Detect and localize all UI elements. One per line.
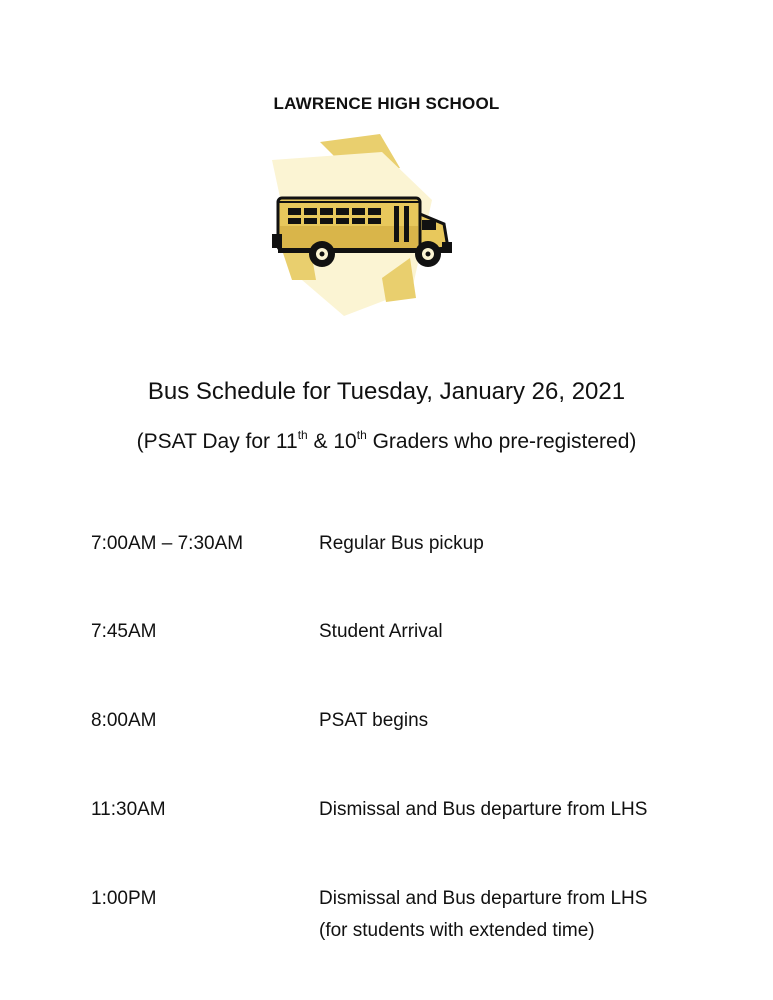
schedule-desc: Student Arrival <box>319 621 443 642</box>
schedule-desc-line1: Dismissal and Bus departure from LHS <box>319 888 648 909</box>
schedule-time: 11:30AM <box>91 799 166 820</box>
schedule-desc: Regular Bus pickup <box>319 533 484 554</box>
schedule-time: 1:00PM <box>91 888 157 909</box>
schedule-time: 8:00AM <box>91 710 157 731</box>
schedule-desc <box>319 883 739 947</box>
schedule-time: 7:45AM <box>91 621 157 642</box>
page-title: Bus Schedule for Tuesday, January 26, 2021 <box>147 378 626 405</box>
schedule-desc: Dismissal and Bus departure from LHS <box>319 799 648 820</box>
school-bus-clipart <box>262 130 462 320</box>
subtitle: (PSAT Day for 11th & 10th Graders who pre-registered) <box>136 428 637 453</box>
school-bus-icon <box>262 130 462 320</box>
schedule-row <box>91 883 731 947</box>
schedule-desc: PSAT begins <box>319 710 429 731</box>
schedule-desc-line2: (for students with extended time) <box>319 920 595 941</box>
school-name: LAWRENCE HIGH SCHOOL <box>273 94 500 113</box>
schedule-time: 7:00AM – 7:30AM <box>91 533 244 554</box>
